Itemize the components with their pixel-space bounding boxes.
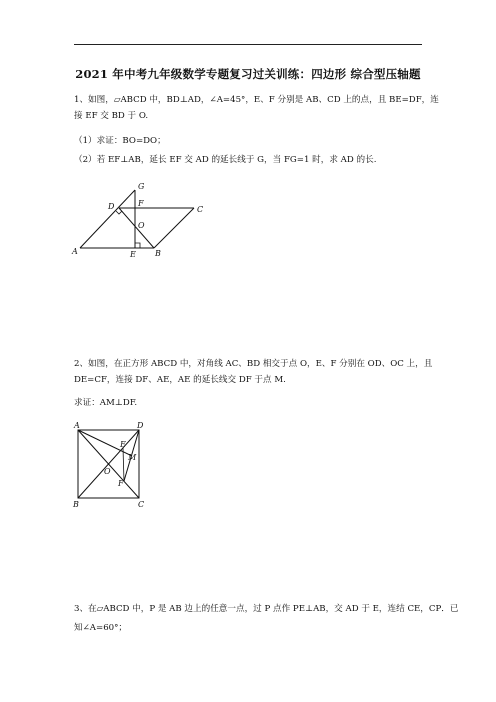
problem-2-line-2: DE=CF，连接 DF、AE，AE 的延长线交 DF 于点 M.	[74, 375, 286, 385]
label-a: A	[74, 421, 80, 430]
label-g: G	[138, 182, 145, 191]
label-a: A	[72, 247, 78, 256]
label-b: B	[73, 500, 79, 509]
problem-1-line-2: 接 EF 交 BD 于 O.	[74, 111, 149, 121]
label-f: F	[138, 199, 144, 208]
segment-bd	[119, 208, 154, 248]
label-o: O	[104, 467, 111, 476]
header-rule	[74, 44, 422, 45]
label-f: F	[118, 479, 124, 488]
label-c: C	[138, 500, 145, 509]
segment-bc	[154, 208, 194, 248]
label-d: D	[108, 202, 115, 211]
problem-2-figure	[70, 418, 160, 512]
right-angle-mark-e	[135, 243, 140, 248]
segment-ag	[80, 190, 135, 248]
problem-3-line-2: 知∠A=60°；	[74, 623, 128, 633]
label-m: M	[128, 453, 137, 462]
problem-3-line-1: 3、在▱ABCD 中，P 是 AB 边上的任意一点，过 P 点作 PE⊥AB，交 AD 于 E，连结 CE，CP．已	[74, 604, 459, 614]
right-angle-mark-d	[116, 211, 122, 214]
label-e: E	[120, 440, 126, 449]
label-o: O	[138, 221, 145, 230]
problem-1-question-1: （1）求证：BO=DO；	[74, 136, 166, 146]
problem-2-line-1: 2、如图，在正方形 ABCD 中，对角线 AC、BD 相交于点 O，E、F 分别在 OD、OC 上，且	[74, 359, 433, 369]
label-c: C	[197, 205, 204, 214]
problem-1-question-2: （2）若 EF⊥AB，延长 EF 交 AD 的延长线于 G，当 FG=1 时，求 AD 的长.	[74, 155, 377, 165]
label-e: E	[130, 250, 136, 259]
label-b: B	[155, 249, 161, 258]
page-title: 2021 年中考九年级数学专题复习过关训练：四边形 综合型压轴题	[75, 67, 421, 81]
problem-2-prove: 求证：AM⊥DF.	[74, 398, 138, 408]
problem-1-figure	[70, 176, 210, 260]
problem-1-line-1: 1、如图，▱ABCD 中，BD⊥AD，∠A=45°，E、F 分别是 AB、CD 上的点，且 BE=DF，连	[74, 95, 439, 105]
segment-ef	[123, 448, 124, 481]
label-d: D	[137, 421, 144, 430]
